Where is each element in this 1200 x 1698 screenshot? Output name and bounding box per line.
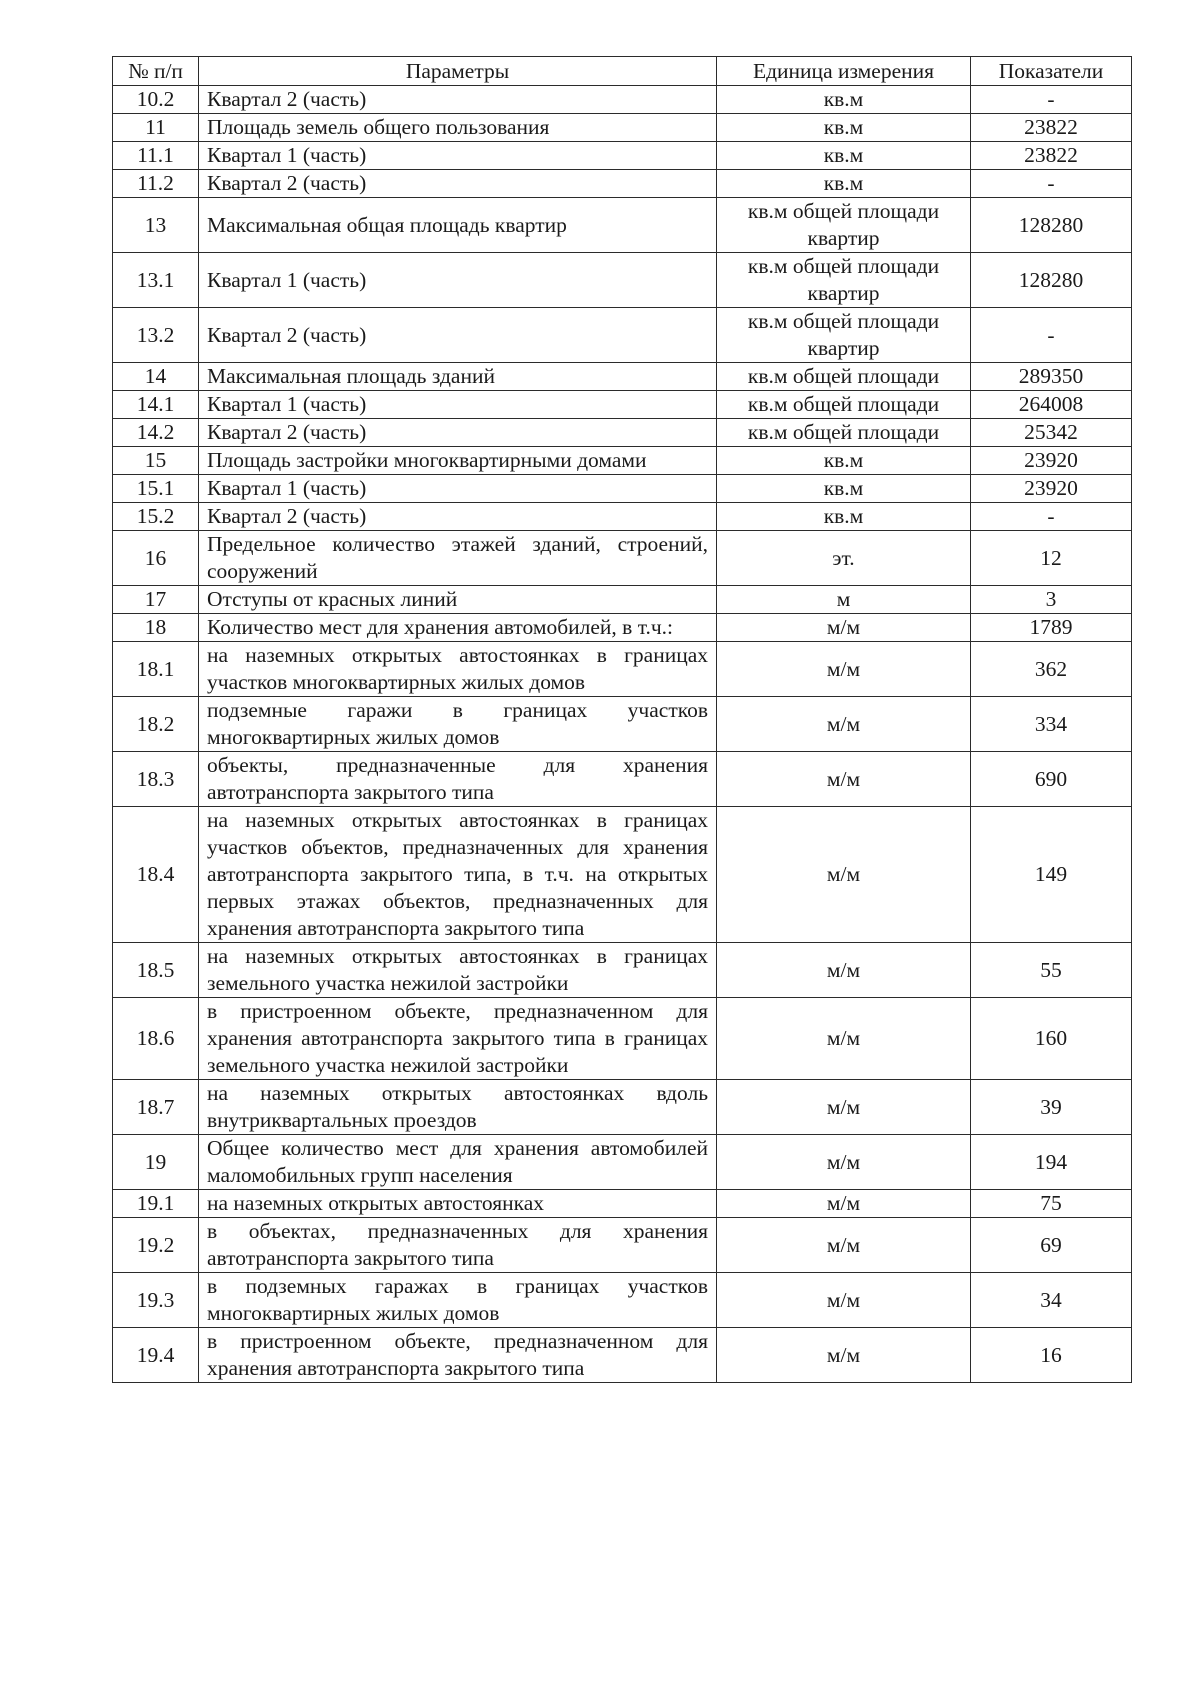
row-param: Площадь застройки многоквартирными домами — [199, 447, 717, 475]
row-num: 19.4 — [113, 1328, 199, 1383]
table-row — [113, 1273, 1132, 1328]
row-param: на наземных открытых автостоянках вдоль внутриквартальных проездов — [199, 1080, 717, 1135]
row-unit: м/м — [717, 1135, 971, 1190]
row-num: 18.5 — [113, 943, 199, 998]
row-unit: кв.м — [717, 475, 971, 503]
table-row — [113, 642, 1132, 697]
table-row — [113, 1080, 1132, 1135]
row-param: Максимальная общая площадь квартир — [199, 198, 717, 253]
row-num: 19.2 — [113, 1218, 199, 1273]
row-unit: м/м — [717, 807, 971, 943]
table-row — [113, 86, 1132, 114]
row-value: 69 — [971, 1218, 1132, 1273]
row-unit: кв.м — [717, 503, 971, 531]
row-value: 149 — [971, 807, 1132, 943]
row-num: 13.2 — [113, 308, 199, 363]
row-param: Квартал 2 (часть) — [199, 419, 717, 447]
row-param: подземные гаражи в границах участков многоквартирных жилых домов — [199, 697, 717, 752]
row-unit: м/м — [717, 1080, 971, 1135]
header-value: Показатели — [971, 57, 1132, 86]
row-param: на наземных открытых автостоянках в границах земельного участка нежилой застройки — [199, 943, 717, 998]
row-value: 16 — [971, 1328, 1132, 1383]
row-unit: м/м — [717, 642, 971, 697]
row-num: 16 — [113, 531, 199, 586]
table-row — [113, 697, 1132, 752]
row-unit: м — [717, 586, 971, 614]
row-param: Площадь земель общего пользования — [199, 114, 717, 142]
row-unit: м/м — [717, 614, 971, 642]
row-num: 19 — [113, 1135, 199, 1190]
row-num: 18.3 — [113, 752, 199, 807]
row-param: на наземных открытых автостоянках в границах участков объектов, предназначенных для хранения автотранспорта закрытого типа, в т.ч. на открытых первых этажах объектов, предназначенных для хранения автотранспорта закрытого типа — [199, 807, 717, 943]
row-unit: м/м — [717, 1190, 971, 1218]
row-param: Квартал 2 (часть) — [199, 503, 717, 531]
table-row — [113, 447, 1132, 475]
row-param: Квартал 1 (часть) — [199, 142, 717, 170]
row-unit: кв.м — [717, 86, 971, 114]
header-num: № п/п — [113, 57, 199, 86]
table-body — [113, 86, 1132, 1383]
row-unit: м/м — [717, 1273, 971, 1328]
row-value: 55 — [971, 943, 1132, 998]
table-row — [113, 170, 1132, 198]
parameters-table — [112, 56, 1132, 1383]
row-num: 14.1 — [113, 391, 199, 419]
table-row — [113, 1218, 1132, 1273]
row-num: 11.1 — [113, 142, 199, 170]
table-row — [113, 142, 1132, 170]
row-value: 23920 — [971, 447, 1132, 475]
row-param: Квартал 1 (часть) — [199, 391, 717, 419]
row-num: 18.7 — [113, 1080, 199, 1135]
row-value: 128280 — [971, 198, 1132, 253]
row-unit: кв.м общей площади — [717, 363, 971, 391]
row-num: 15.1 — [113, 475, 199, 503]
row-param: Предельное количество этажей зданий, строений, сооружений — [199, 531, 717, 586]
row-unit: кв.м общей площади — [717, 391, 971, 419]
table-row — [113, 1135, 1132, 1190]
table-row — [113, 419, 1132, 447]
table-row — [113, 363, 1132, 391]
row-param: Квартал 1 (часть) — [199, 253, 717, 308]
table-header-row — [113, 57, 1132, 86]
row-value: 362 — [971, 642, 1132, 697]
table-row — [113, 475, 1132, 503]
row-unit: кв.м общей площади квартир — [717, 308, 971, 363]
row-unit: кв.м общей площади квартир — [717, 198, 971, 253]
row-value: 23822 — [971, 114, 1132, 142]
table-row — [113, 807, 1132, 943]
table-row — [113, 308, 1132, 363]
row-value: 39 — [971, 1080, 1132, 1135]
row-num: 10.2 — [113, 86, 199, 114]
table-row — [113, 998, 1132, 1080]
row-param: Количество мест для хранения автомобилей, в т.ч.: — [199, 614, 717, 642]
row-num: 15.2 — [113, 503, 199, 531]
row-num: 14.2 — [113, 419, 199, 447]
row-value: 194 — [971, 1135, 1132, 1190]
row-unit: эт. — [717, 531, 971, 586]
row-param: Квартал 2 (часть) — [199, 170, 717, 198]
row-num: 17 — [113, 586, 199, 614]
row-num: 14 — [113, 363, 199, 391]
row-param: Квартал 1 (часть) — [199, 475, 717, 503]
row-num: 13 — [113, 198, 199, 253]
row-unit: кв.м общей площади — [717, 419, 971, 447]
row-value: 23822 — [971, 142, 1132, 170]
row-value: 34 — [971, 1273, 1132, 1328]
row-param: в пристроенном объекте, предназначенном для хранения автотранспорта закрытого типа — [199, 1328, 717, 1383]
row-num: 19.3 — [113, 1273, 199, 1328]
table-row — [113, 943, 1132, 998]
row-param: Отступы от красных линий — [199, 586, 717, 614]
row-num: 19.1 — [113, 1190, 199, 1218]
row-num: 11.2 — [113, 170, 199, 198]
row-unit: м/м — [717, 1218, 971, 1273]
row-param: объекты, предназначенные для хранения автотранспорта закрытого типа — [199, 752, 717, 807]
row-num: 13.1 — [113, 253, 199, 308]
row-param: в подземных гаражах в границах участков многоквартирных жилых домов — [199, 1273, 717, 1328]
row-unit: м/м — [717, 752, 971, 807]
row-unit: кв.м — [717, 170, 971, 198]
row-value: - — [971, 308, 1132, 363]
row-value: 23920 — [971, 475, 1132, 503]
row-unit: кв.м — [717, 447, 971, 475]
table-row — [113, 586, 1132, 614]
row-value: 12 — [971, 531, 1132, 586]
row-param: в объектах, предназначенных для хранения автотранспорта закрытого типа — [199, 1218, 717, 1273]
row-num: 11 — [113, 114, 199, 142]
row-param: на наземных открытых автостоянках в границах участков многоквартирных жилых домов — [199, 642, 717, 697]
row-unit: м/м — [717, 943, 971, 998]
row-param: Квартал 2 (часть) — [199, 308, 717, 363]
row-value: 334 — [971, 697, 1132, 752]
row-num: 18 — [113, 614, 199, 642]
row-unit: м/м — [717, 998, 971, 1080]
row-num: 18.1 — [113, 642, 199, 697]
row-unit: м/м — [717, 697, 971, 752]
row-value: 160 — [971, 998, 1132, 1080]
header-unit: Единица измерения — [717, 57, 971, 86]
table-row — [113, 253, 1132, 308]
row-num: 15 — [113, 447, 199, 475]
header-param: Параметры — [199, 57, 717, 86]
row-unit: кв.м — [717, 142, 971, 170]
row-num: 18.6 — [113, 998, 199, 1080]
row-num: 18.2 — [113, 697, 199, 752]
row-value: - — [971, 503, 1132, 531]
table-row — [113, 198, 1132, 253]
row-value: 25342 — [971, 419, 1132, 447]
table-row — [113, 752, 1132, 807]
row-param: Квартал 2 (часть) — [199, 86, 717, 114]
table-row — [113, 114, 1132, 142]
row-value: - — [971, 86, 1132, 114]
row-param: на наземных открытых автостоянках — [199, 1190, 717, 1218]
row-value: 264008 — [971, 391, 1132, 419]
table-row — [113, 614, 1132, 642]
row-value: 75 — [971, 1190, 1132, 1218]
row-num: 18.4 — [113, 807, 199, 943]
table-row — [113, 1328, 1132, 1383]
table-row — [113, 391, 1132, 419]
row-value: 128280 — [971, 253, 1132, 308]
table-row — [113, 531, 1132, 586]
row-param: в пристроенном объекте, предназначенном для хранения автотранспорта закрытого типа в границах земельного участка нежилой застройки — [199, 998, 717, 1080]
row-value: 690 — [971, 752, 1132, 807]
row-value: 289350 — [971, 363, 1132, 391]
row-param: Максимальная площадь зданий — [199, 363, 717, 391]
row-value: 1789 — [971, 614, 1132, 642]
row-unit: кв.м общей площади квартир — [717, 253, 971, 308]
row-value: 3 — [971, 586, 1132, 614]
table-row — [113, 503, 1132, 531]
table-row — [113, 1190, 1132, 1218]
row-param: Общее количество мест для хранения автомобилей маломобильных групп населения — [199, 1135, 717, 1190]
row-unit: кв.м — [717, 114, 971, 142]
row-unit: м/м — [717, 1328, 971, 1383]
row-value: - — [971, 170, 1132, 198]
